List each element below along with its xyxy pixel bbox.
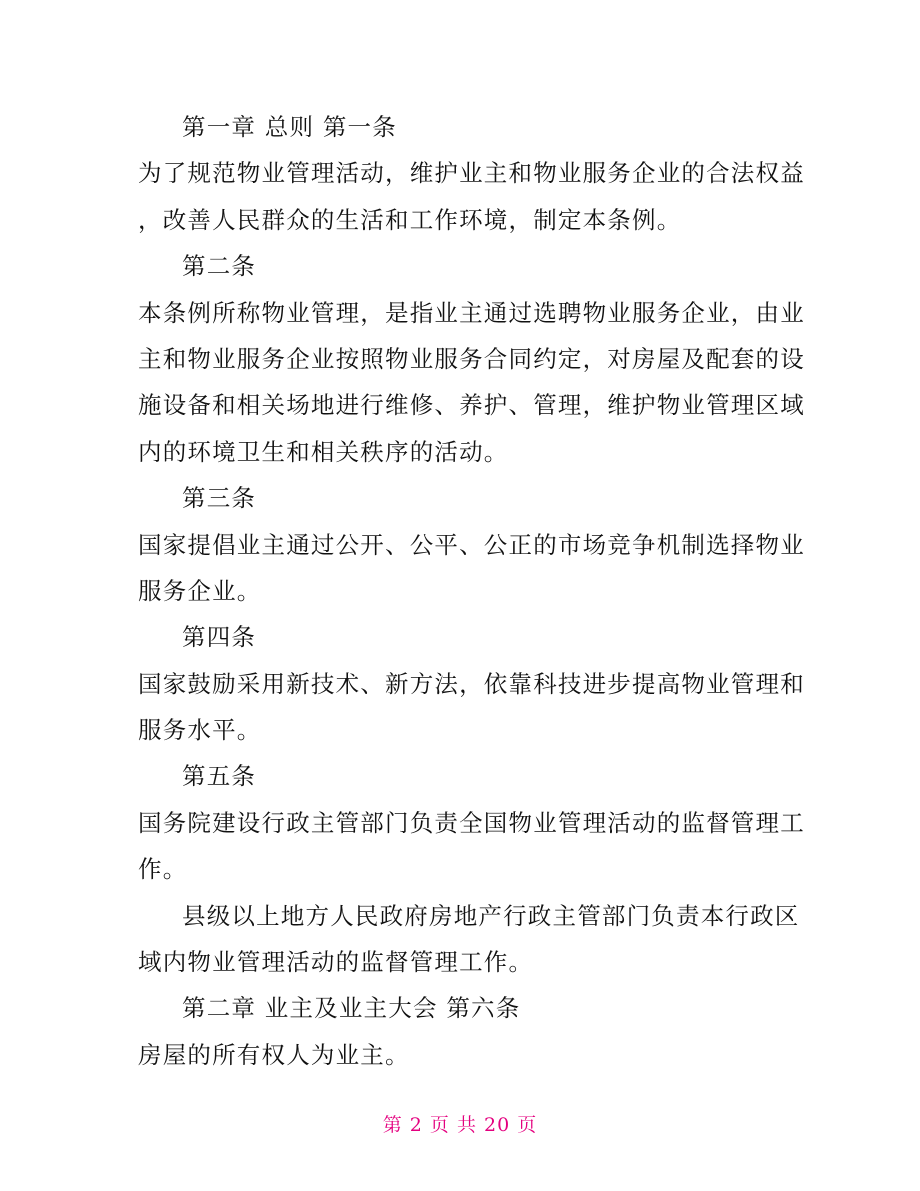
paragraph-line: 国家提倡业主通过公开、公平、公正的市场竞争机制选择物业 — [138, 530, 805, 559]
paragraph-line: ，改善人民群众的生活和工作环境，制定本条例。 — [138, 205, 682, 234]
paragraph-line: 国务院建设行政主管部门负责全国物业管理活动的监督管理工 — [138, 808, 805, 837]
paragraph-line: 本条例所称物业管理，是指业主通过选聘物业服务企业，由业 — [138, 298, 805, 327]
article-heading: 第三条 — [182, 484, 257, 513]
article-heading: 第四条 — [182, 623, 257, 652]
paragraph-line: 为了规范物业管理活动，维护业主和物业服务企业的合法权益 — [138, 159, 805, 188]
article-heading: 第五条 — [182, 762, 257, 791]
paragraph-line: 县级以上地方人民政府房地产行政主管部门负责本行政区 — [182, 901, 800, 930]
paragraph-line: 作。 — [138, 855, 188, 884]
paragraph-line: 内的环境卫生和相关秩序的活动。 — [138, 437, 509, 466]
paragraph-line: 房屋的所有权人为业主。 — [138, 1040, 410, 1069]
paragraph-line: 施设备和相关场地进行维修、养护、管理，维护物业管理区域 — [138, 391, 805, 420]
chapter-heading: 第二章 业主及业主大会 第六条 — [182, 994, 521, 1023]
article-heading: 第二条 — [182, 252, 257, 281]
page-number-label: 第 2 页 共 20 页 — [382, 1114, 538, 1136]
paragraph-line: 域内物业管理活动的监督管理工作。 — [138, 948, 534, 977]
paragraph-line: 服务水平。 — [138, 716, 262, 745]
paragraph-line: 主和物业服务企业按照物业服务合同约定，对房屋及配套的设 — [138, 344, 805, 373]
page-footer — [0, 1110, 920, 1137]
paragraph-line: 服务企业。 — [138, 576, 262, 605]
paragraph-line: 国家鼓励采用新技术、新方法，依靠科技进步提高物业管理和 — [138, 669, 805, 698]
chapter-heading: 第一章 总则 第一条 — [182, 113, 397, 141]
document-body — [138, 104, 805, 1078]
